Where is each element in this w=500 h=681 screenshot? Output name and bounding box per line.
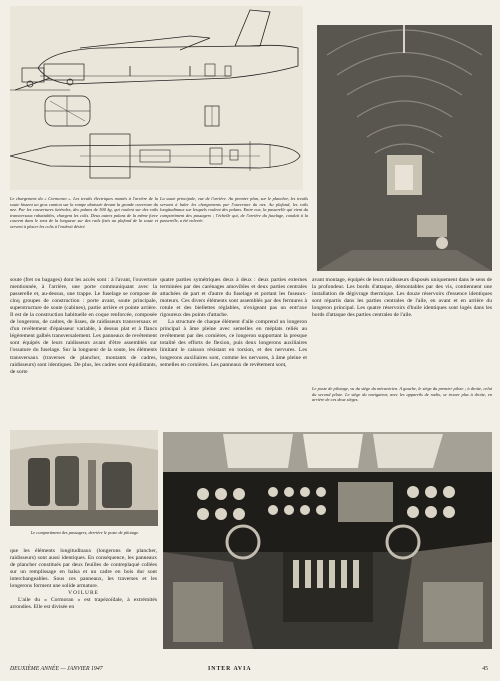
column-2-paragraph-2: La structure de chaque élément d'aile comprend un longeron principal à âme pleine avec semelles en méplats reliés au revêtement par des cornières, ce longeron supportant la presque totalité des efforts de flexion, puis deux longerons auxiliaires limitant le caisson résistant en torsion, et des nervures. Les longerons auxiliaires sont, comme les nervures, à âme pleine et semelles en cornières. Les panneaux de revêtement sont, (160, 319, 307, 368)
cockpit-photo (163, 432, 492, 649)
column-3-paragraph: avant montage, équipés de leurs raidisseurs disposés uniquement dans le sens de la profondeur. Les bords d'attaque, démontables par des vis, contiennent une installation de dégivrage thermique. Les douze réservoirs d'essence identiques sont répartis dans les parties centrales de l'aile, en avant et en arrière du longeron principal. Les quatre réservoirs d'huile identiques sont logés dans les bords d'attaque des parties centrales de l'aile. (312, 277, 492, 319)
footer-page-number: 45 (482, 666, 488, 672)
caption-passengers: Le compartiment des passagers, derrière le poste de pilotage. (30, 530, 140, 535)
cargo-loading-drawings (10, 6, 303, 190)
cargo-hold-photo (317, 25, 492, 271)
footer-issue-date: DEUXIÈME ANNÉE — JANVIER 1947 (10, 666, 103, 672)
text-column-1-lower (10, 548, 157, 611)
column-1-paragraph: soute (fret ou bagages) dont les accès sont : à l'avant, l'ouverture mentionnée, à l'arrière, une porte communiquant avec la passerelle et, au-dessus, une trappe. Le fuselage se compose de cinq groupes de construction : porte avant, soute principale, superstructure de soute (cabines), partie arrière et pointe arrière. Il est de la construction habituelle en coque renforcée, composée de longerons, de cadres, de lisses, de raidisseurs transversaux et d'un revêtement d'épaisseur variable, à dessus plat et à flancs légèrement galbés transversalement. Les panneaux de revêtement sont équipés de leurs raidisseurs avant d'être assemblés sur l'ossature du fuselage. Sur la longueur de la soute, les éléments transversaux (traverses de plancher, montants de cadres, raidisseurs) sont identiques. De plus, les cadres sont équidistants, de sorte (10, 277, 157, 375)
column-2-paragraph-1: quatre parties symétriques deux à deux : deux parties externes terminées par des carénages amovibles et deux parties centrales attachées de part et d'autre du fuselage et portant les fuseaux-moteurs. Ces divers éléments sont assemblés par des fermures à rotule et des biellettes réglables, n'exigeant pas un entr'axe rigoureux des points d'attache. (160, 277, 307, 319)
column-1-lower-paragraph: que les éléments longitudinaux (longerons de plancher, raidisseurs) sont aussi identiques. En conséquence, les panneaux de plancher constitués par deux feuilles de contreplaqué collées sur un remplissage en balsa et un cadre en bois dur sont interchangeables. Sous ces panneaux, les traverses et les longerons forment une solide armature. (10, 548, 157, 590)
caption-cockpit: Le poste de pilotage, vu du siège du mécanicien. A gauche, le siège du premier pilote ; à droite, celui du second pilote. Le siège du navigateur, avec les appareils de radio, se trouve plus à droite, en arrière de ces deux sièges. (312, 386, 492, 403)
section-heading-voilure: VOILURE (68, 590, 99, 597)
text-column-3 (312, 277, 492, 319)
caption-hold: La soute principale, vue de l'arrière. Au premier plan, sur le plancher, les treuils servant à haler les chargements par l'ouverture du nez. Au plafond, les rails longitudinaux sur lesquels roulent des palans. Entre eux, la passerelle qui vient du compartiment des passagers ; l'échelle qui, de l'arrière du fuselage, conduit à la passerelle, a été enlevée. (160, 196, 308, 224)
voilure-paragraph: L'aile du « Cormoran » est trapézoïdale, à extrémités arrondies. Elle est divisée en (10, 597, 157, 611)
passenger-seats-drawing (10, 430, 158, 526)
cargo-aircraft-side-view-drawing (10, 6, 303, 190)
caption-loading: Le chargement du « Cormoran ». Les treuils électriques montés à l'arrière de la soute hissent un gros camion sur la rampe abaissée devant la grande ouverture du nez. Par les couvertures latérales, des palans de 500 kg, qui roulent sur des rails transversaux rabattables, chargent les colis. Deux autres palans de la même force courent dans le sens de la longueur sur des rails fixés au plafond de la soute et servent à placer les colis à l'endroit désiré. (10, 196, 158, 229)
passenger-cabin-photo (10, 430, 158, 526)
text-column-2 (160, 277, 307, 369)
footer-publication-name: INTER AVIA (208, 666, 252, 672)
cargo-hold-interior-drawing (317, 25, 492, 271)
text-column-1 (10, 277, 157, 376)
cockpit-drawing (163, 432, 492, 649)
